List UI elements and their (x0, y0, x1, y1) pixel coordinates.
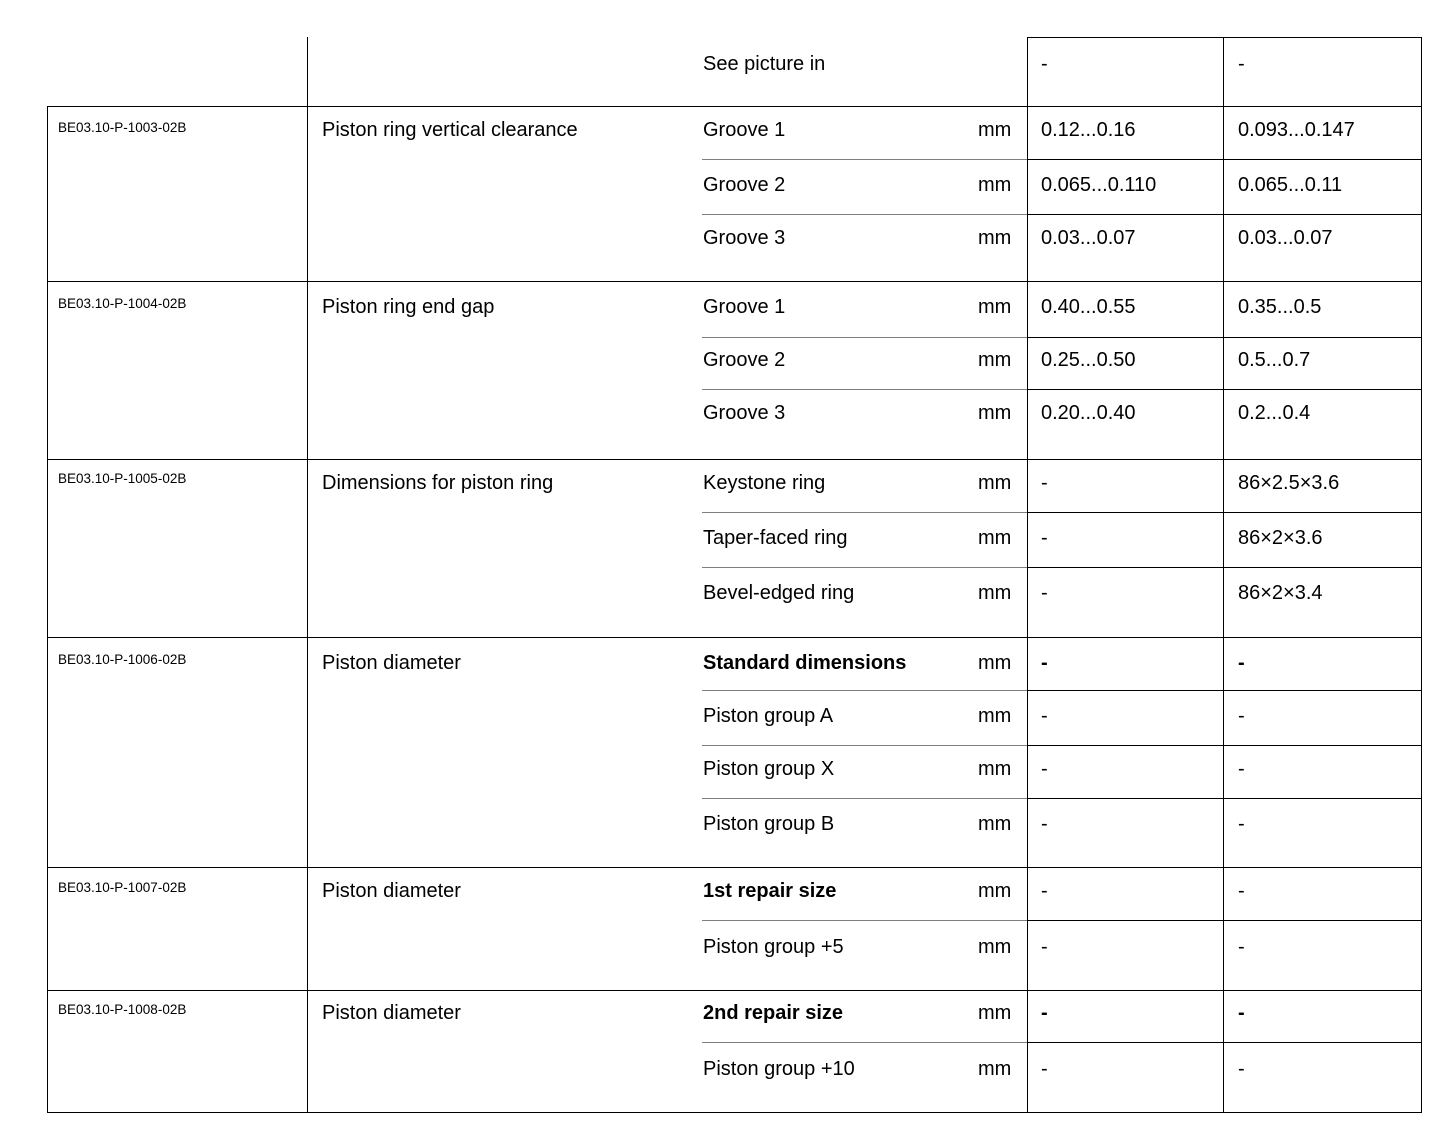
unit-cell: mm (978, 402, 1012, 424)
col-border-3 (1223, 37, 1224, 1113)
value-cell: 86×2×3.6 (1238, 527, 1323, 549)
value-cell: - (1041, 880, 1048, 902)
row-separator (702, 690, 1028, 691)
value-cell: - (1238, 652, 1245, 674)
unit-cell: mm (978, 119, 1012, 141)
value-cell: 86×2×3.4 (1238, 582, 1323, 604)
unit-cell: mm (978, 174, 1012, 196)
value-cell: 0.03...0.07 (1238, 227, 1333, 249)
row-separator (1027, 745, 1422, 746)
value-cell: 0.065...0.11 (1238, 174, 1343, 196)
param-cell: Groove 2 (703, 349, 786, 371)
param-cell: Groove 3 (703, 227, 786, 249)
unit-cell: mm (978, 527, 1012, 549)
value-cell: - (1041, 652, 1048, 674)
param-cell: Bevel-edged ring (703, 582, 855, 604)
value-cell: - (1238, 1002, 1245, 1024)
top-border (1027, 37, 1422, 38)
param-cell: Piston group B (703, 813, 835, 835)
unit-cell: mm (978, 1002, 1012, 1024)
unit-cell: mm (978, 758, 1012, 780)
value-cell: - (1238, 1058, 1245, 1080)
unit-cell: mm (978, 227, 1012, 249)
row-separator (702, 745, 1028, 746)
param-cell-heading: 2nd repair size (703, 1002, 844, 1024)
row-separator (1027, 690, 1422, 691)
value-cell: 0.065...0.110 (1041, 174, 1157, 196)
description-cell: Dimensions for piston ring (322, 472, 554, 494)
col-border-left (47, 107, 48, 1113)
description-cell: Piston ring end gap (322, 296, 495, 318)
description-cell: Piston diameter (322, 652, 461, 674)
row-separator (702, 798, 1028, 799)
unit-cell: mm (978, 349, 1012, 371)
param-cell-heading: Standard dimensions (703, 652, 907, 674)
bottom-border (47, 1112, 1422, 1113)
unit-cell: mm (978, 813, 1012, 835)
value-cell: 0.12...0.16 (1041, 119, 1136, 141)
group-separator (47, 281, 1422, 282)
row-separator (702, 512, 1028, 513)
value-cell: - (1041, 936, 1048, 958)
row-separator (702, 159, 1028, 160)
value-cell: 0.03...0.07 (1041, 227, 1136, 249)
value-cell: 0.5...0.7 (1238, 349, 1311, 371)
group-separator (47, 867, 1422, 868)
document-code: BE03.10-P-1007-02B (58, 880, 187, 895)
row-separator (1027, 337, 1422, 338)
document-code: BE03.10-P-1008-02B (58, 1002, 187, 1017)
unit-cell: mm (978, 1058, 1012, 1080)
value-cell: 0.20...0.40 (1041, 402, 1136, 424)
value-cell: 0.25...0.50 (1041, 349, 1136, 371)
col-border-right (1421, 37, 1422, 1113)
param-cell: Piston group +5 (703, 936, 844, 958)
param-cell: See picture in (703, 53, 826, 75)
value-cell: - (1041, 1058, 1048, 1080)
unit-cell: mm (978, 880, 1012, 902)
group-separator (47, 459, 1422, 460)
group-separator (47, 106, 1422, 107)
row-separator (1027, 567, 1422, 568)
value-cell: - (1041, 582, 1048, 604)
value-cell: - (1041, 53, 1048, 75)
value-cell: - (1238, 880, 1245, 902)
col-border-1 (307, 37, 308, 1113)
group-separator (47, 990, 1422, 991)
row-separator (1027, 1042, 1422, 1043)
row-separator (702, 920, 1028, 921)
value-cell: - (1041, 472, 1048, 494)
value-cell: 0.35...0.5 (1238, 296, 1322, 318)
value-cell: 0.093...0.147 (1238, 119, 1355, 141)
row-separator (702, 1042, 1028, 1043)
value-cell: - (1041, 813, 1048, 835)
param-cell: Piston group A (703, 705, 834, 727)
value-cell: - (1041, 705, 1048, 727)
value-cell: 0.2...0.4 (1238, 402, 1311, 424)
group-separator (47, 637, 1422, 638)
row-separator (1027, 159, 1422, 160)
row-separator (1027, 389, 1422, 390)
row-separator (702, 567, 1028, 568)
row-separator (702, 214, 1028, 215)
description-cell: Piston ring vertical clearance (322, 119, 578, 141)
document-code: BE03.10-P-1005-02B (58, 471, 187, 486)
param-cell: Taper-faced ring (703, 527, 848, 549)
value-cell: - (1041, 1002, 1048, 1024)
row-separator (702, 389, 1028, 390)
document-code: BE03.10-P-1004-02B (58, 296, 187, 311)
param-cell: Groove 1 (703, 296, 786, 318)
value-cell: - (1238, 758, 1245, 780)
row-separator (1027, 798, 1422, 799)
unit-cell: mm (978, 296, 1012, 318)
value-cell: 0.40...0.55 (1041, 296, 1136, 318)
col-border-2 (1027, 37, 1028, 1113)
description-cell: Piston diameter (322, 1002, 461, 1024)
description-cell: Piston diameter (322, 880, 461, 902)
value-cell: - (1238, 705, 1245, 727)
param-cell: Groove 3 (703, 402, 786, 424)
row-separator (1027, 214, 1422, 215)
param-cell-heading: 1st repair size (703, 880, 837, 902)
unit-cell: mm (978, 652, 1012, 674)
value-cell: - (1238, 936, 1245, 958)
value-cell: - (1041, 527, 1048, 549)
row-separator (1027, 920, 1422, 921)
value-cell: - (1041, 758, 1048, 780)
unit-cell: mm (978, 705, 1012, 727)
param-cell: Keystone ring (703, 472, 826, 494)
row-separator (1027, 512, 1422, 513)
unit-cell: mm (978, 472, 1012, 494)
param-cell: Piston group X (703, 758, 835, 780)
document-code: BE03.10-P-1006-02B (58, 652, 187, 667)
value-cell: - (1238, 813, 1245, 835)
row-separator (702, 337, 1028, 338)
document-code: BE03.10-P-1003-02B (58, 120, 187, 135)
unit-cell: mm (978, 582, 1012, 604)
value-cell: - (1238, 53, 1245, 75)
param-cell: Groove 1 (703, 119, 786, 141)
param-cell: Groove 2 (703, 174, 786, 196)
value-cell: 86×2.5×3.6 (1238, 472, 1340, 494)
unit-cell: mm (978, 936, 1012, 958)
param-cell: Piston group +10 (703, 1058, 855, 1080)
